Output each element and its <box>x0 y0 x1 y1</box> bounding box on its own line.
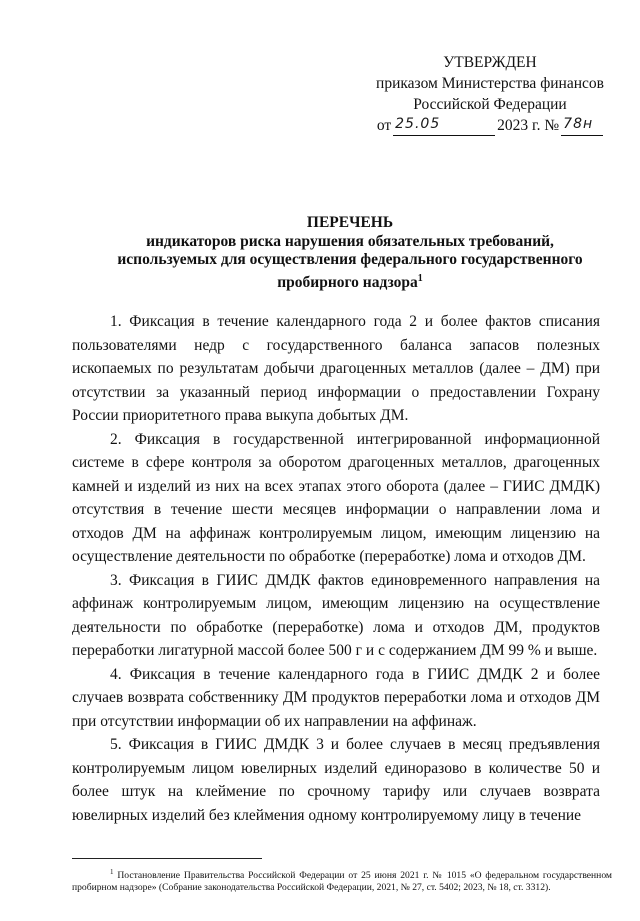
year-text: 2023 г. № <box>497 117 560 134</box>
paragraph-5: 5. Фиксация в ГИИС ДМДК 3 и более случаев в месяц предъявления контролируемым лицом ювелирных изделий единоразово в количестве 50 и более штук на клеймение по срочному тарифу или случаев возврата ювелирных изделий без клеймения одному контролируемому лицу в течение <box>72 736 600 824</box>
approval-line-1: приказом Министерства финансов <box>376 75 604 92</box>
handwritten-date: 25.05 <box>395 116 441 132</box>
date-prefix: от <box>376 117 392 134</box>
paragraph-3: 3. Фиксация в ГИИС ДМДК фактов единовременного направления на аффинаж контролируемым лицом, имеющим лицензию на осуществление деятельности по обработке (переработке) лома и отходов ДМ, продуктов переработки лигатурной массой более 500 г и с содержанием ДМ 99 % и выше. <box>72 571 600 659</box>
document-title <box>80 214 620 292</box>
approval-stamp <box>360 52 620 136</box>
footnote-text: Постановление Правительства Российской Федерации от 25 июня 2021 г. № 1015 «О федеральном государственном пробирном надзоре» (Собрание законодательства Российской Федерации, 2021, № 27, ст. 5402; 2023, № 18, ст. 3312). <box>72 870 612 894</box>
approval-line-2: Российской Федерации <box>413 96 567 113</box>
handwritten-number: 78н <box>563 116 594 132</box>
date-blank <box>393 118 495 136</box>
footnote <box>72 866 612 894</box>
paragraph-1: 1. Фиксация в течение календарного года 2 и более фактов списания пользователями недр с государственного баланса запасов полезных ископаемых по результатам добычи драгоценных металлов (далее – ДМ) при отсутствии за указанный период информации о предоставлении Гохрану России приоритетного права выкупа добытых ДМ. <box>72 313 600 424</box>
title-line-3-text: пробирного надзора <box>277 273 418 291</box>
document-body <box>72 310 600 827</box>
approval-date-row <box>360 115 620 136</box>
paragraph-4: 4. Фиксация в течение календарного года в ГИИС ДМДК 2 и более случаев возврата собственнику ДМ продуктов переработки лома и отходов ДМ при отсутствии информации об их направлении на аффинаж. <box>72 665 600 730</box>
title-line-1: индикаторов риска нарушения обязательных требований, <box>146 232 554 250</box>
footnote-divider <box>72 858 262 859</box>
paragraph-2: 2. Фиксация в государственной интегрированной информационной системе в сфере контроля за оборотом драгоценных металлов, драгоценных камней и изделий из них на всех этапах этого оборота (далее – ГИИС ДМДК) отсутствия в течение шести месяцев информации о направлении лома и отходов ДМ на аффинаж контролируемым лицом, имеющим лицензию на осуществление деятельности по обработке (переработке) лома и отходов ДМ. <box>72 430 600 565</box>
title-line-3 <box>80 270 620 293</box>
approval-status: УТВЕРЖДЕН <box>443 54 537 71</box>
title-heading: ПЕРЕЧЕНЬ <box>306 214 394 231</box>
footnote-marker: 1 <box>110 868 114 876</box>
number-blank <box>561 118 603 136</box>
title-line-2: используемых для осуществления федерального государственного <box>117 251 583 268</box>
title-footnote-marker: 1 <box>417 272 423 284</box>
